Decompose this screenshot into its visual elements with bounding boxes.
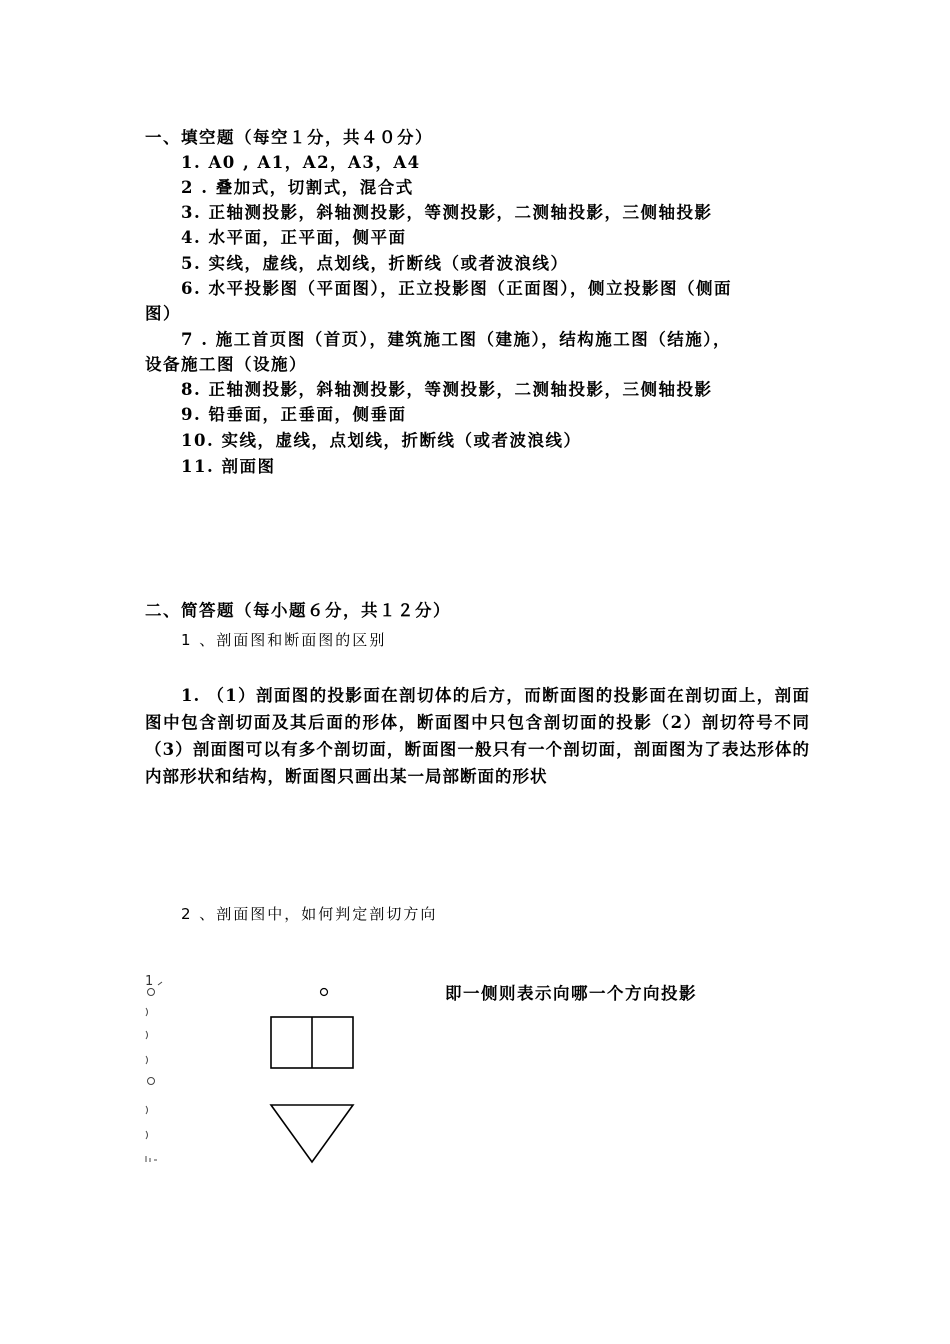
circle-mark-icon [148, 1078, 155, 1085]
answer-item-1: 1. A0 , A1，A2，A3，A4 [181, 153, 421, 172]
list-marker: 1 [145, 974, 154, 989]
answer-item-6-cont: 图） [145, 304, 181, 323]
answer-item-5: 5. 实线，虚线，点划线，折断线（或者波浪线） [181, 254, 569, 273]
answer-item-3: 3. 正轴测投影，斜轴测投影，等测投影，二测轴投影，三侧轴投影 [181, 203, 713, 222]
answer-item-7: 7 . 施工首页图（首页），建筑施工图（建施），结构施工图（结施）， [181, 330, 731, 349]
answer-2-text: 即一侧则表示向哪一个方向投影 [445, 984, 697, 1003]
answer-1-text: 1. （1）剖面图的投影面在剖切体的后方，而断面图的投影面在剖切面上，剖面图中包含剖切面及其后面的形体，断面图中只包含剖切面的投影（2）剖切符号不同（3）剖面图可以有多个剖切面，断面图一般只有一个剖切面，剖面图为了表达形体的内部形状和结构，断面图只画出某一局部断面的形状 [145, 686, 810, 786]
section1-heading: 一、填空题（每空１分，共４０分） [145, 128, 433, 147]
answer-item-10: 10. 实线，虚线，点划线，折断线（或者波浪线） [181, 431, 582, 450]
answer-item-2: 2 . 叠加式，切割式，混合式 [181, 178, 414, 197]
answer-item-4: 4. 水平面，正平面，侧平面 [181, 228, 407, 247]
section2-heading: 二、简答题（每小题６分，共１２分） [145, 601, 451, 620]
answer-item-7-cont: 设备施工图（设施） [145, 355, 307, 374]
small-circle-icon [321, 989, 328, 996]
question-1: 1 、剖面图和断面图的区别 [181, 631, 387, 649]
circle-mark-icon [148, 989, 155, 996]
formatting-marks [146, 982, 162, 1162]
triangle-shape [271, 1105, 353, 1162]
answer-item-9: 9. 铅垂面，正垂面，侧垂面 [181, 405, 407, 424]
question-2: 2 、剖面图中，如何判定剖切方向 [181, 905, 438, 923]
answer-item-8: 8. 正轴测投影，斜轴测投影，等测投影，二测轴投影，三侧轴投影 [181, 380, 713, 399]
answer-item-11: 11. 剖面图 [181, 457, 276, 476]
answer-item-6: 6. 水平投影图（平面图），正立投影图（正面图），侧立投影图（侧面 [181, 279, 732, 298]
